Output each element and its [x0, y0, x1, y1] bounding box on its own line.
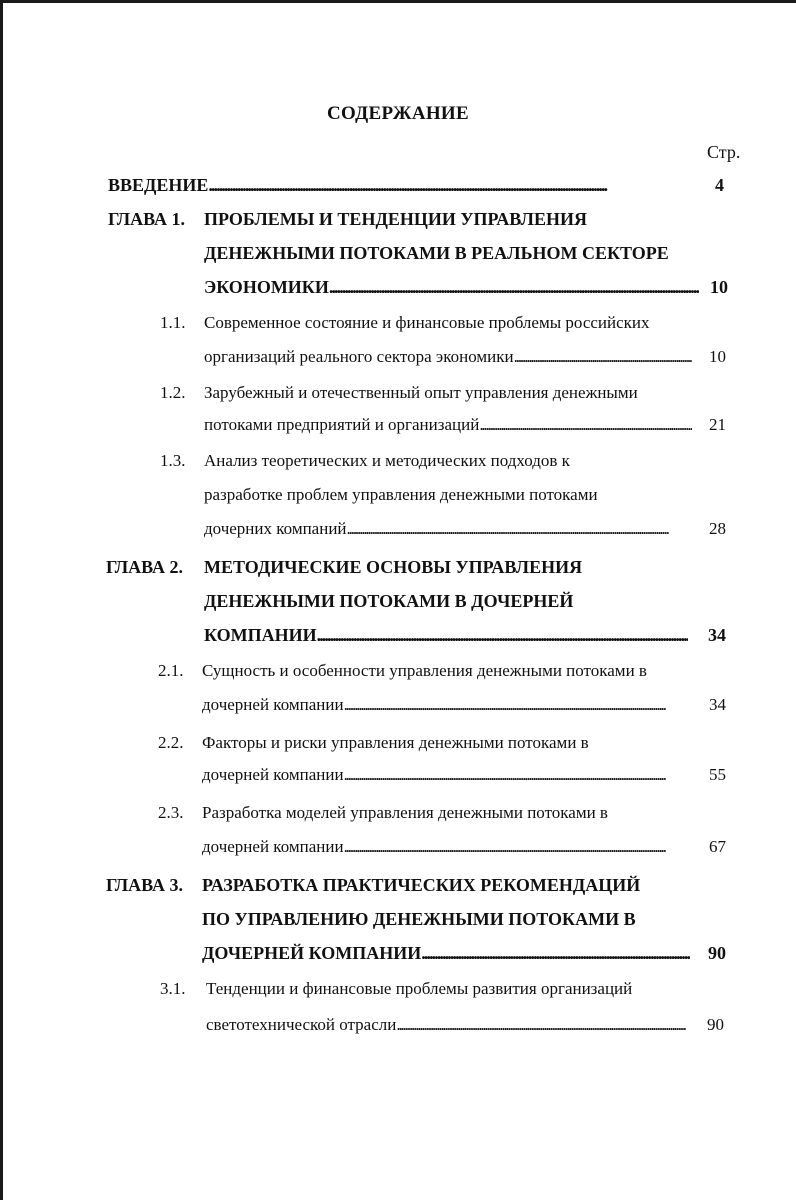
- chapter-title-line[interactable]: ПРОБЛЕМЫ И ТЕНДЕНЦИИ УПРАВЛЕНИЯ: [204, 209, 587, 229]
- section-title-text: организаций реального сектора экономики: [204, 347, 514, 366]
- section-title-text: дочерней компании: [202, 837, 344, 856]
- leader-dots: [344, 762, 690, 788]
- toc-page-number: 90: [707, 1015, 724, 1034]
- chapter-title-line[interactable]: [204, 622, 688, 648]
- chapter-title-line[interactable]: [204, 274, 699, 300]
- toc-page-number: 28: [709, 519, 726, 538]
- section-number: 1.1.: [160, 313, 186, 332]
- section-title-text: светотехнической отрасли: [206, 1015, 397, 1034]
- section-title-text: дочерней компании: [202, 765, 344, 784]
- toc-page-number: 10: [709, 347, 726, 366]
- chapter-title-text: КОМПАНИИ: [204, 625, 317, 645]
- leader-dots: [421, 940, 690, 966]
- section-title-line[interactable]: [204, 344, 692, 370]
- toc-page-number: 4: [715, 175, 724, 195]
- toc-page-number: 55: [709, 765, 726, 784]
- leader-dots: [479, 412, 692, 438]
- chapter-title-line[interactable]: МЕТОДИЧЕСКИЕ ОСНОВЫ УПРАВЛЕНИЯ: [204, 557, 583, 577]
- page-edge-top: [0, 0, 796, 3]
- page-title: СОДЕРЖАНИЕ: [327, 103, 469, 124]
- chapter-title-line[interactable]: РАЗРАБОТКА ПРАКТИЧЕСКИХ РЕКОМЕНДАЦИЙ: [202, 875, 641, 895]
- toc-entry-intro[interactable]: [108, 172, 688, 198]
- leader-dots: [344, 834, 692, 860]
- chapter-title-line[interactable]: ПО УПРАВЛЕНИЮ ДЕНЕЖНЫМИ ПОТОКАМИ В: [202, 909, 636, 929]
- section-title-line[interactable]: [204, 516, 692, 542]
- toc-page-number: 10: [710, 277, 728, 297]
- section-title-line[interactable]: [204, 412, 692, 438]
- page-edge-left: [0, 0, 3, 1200]
- section-title-line[interactable]: Факторы и риски управления денежными потоками в: [202, 733, 589, 752]
- section-number: 1.3.: [160, 451, 186, 470]
- chapter-title-line[interactable]: ДЕНЕЖНЫМИ ПОТОКАМИ В РЕАЛЬНОМ СЕКТОРЕ: [204, 243, 669, 263]
- section-number: 2.3.: [158, 803, 184, 822]
- section-title-line[interactable]: Зарубежный и отечественный опыт управления денежными: [204, 383, 638, 402]
- section-title-text: потоками предприятий и организаций: [204, 415, 480, 434]
- leader-dots: [329, 274, 699, 300]
- chapter-number: ГЛАВА 3.: [106, 875, 184, 895]
- section-title-line[interactable]: [206, 1012, 686, 1038]
- section-title-line[interactable]: [202, 692, 690, 718]
- leader-dots: [514, 344, 692, 370]
- section-number: 2.2.: [158, 733, 184, 752]
- section-title-text: дочерних компаний: [204, 519, 347, 538]
- leader-dots: [396, 1012, 686, 1038]
- section-number: 1.2.: [160, 383, 186, 402]
- leader-dots: [208, 172, 688, 198]
- chapter-title-line[interactable]: ДЕНЕЖНЫМИ ПОТОКАМИ В ДОЧЕРНЕЙ: [204, 591, 574, 611]
- section-title-line[interactable]: Разработка моделей управления денежными потоками в: [202, 803, 608, 822]
- section-title-line[interactable]: [202, 834, 692, 860]
- section-title-text: дочерней компании: [202, 695, 344, 714]
- chapter-number: ГЛАВА 2.: [106, 557, 184, 577]
- toc-page-number: 21: [709, 415, 726, 434]
- leader-dots: [317, 622, 688, 648]
- leader-dots: [344, 692, 690, 718]
- chapter-title-line[interactable]: [202, 940, 690, 966]
- section-title-line[interactable]: Современное состояние и финансовые проблемы российских: [204, 313, 650, 332]
- section-title-line[interactable]: разработке проблем управления денежными потоками: [204, 485, 598, 504]
- page-column-label: Стр.: [707, 142, 741, 162]
- chapter-title-text: ДОЧЕРНЕЙ КОМПАНИИ: [202, 943, 422, 963]
- chapter-title-text: ЭКОНОМИКИ: [204, 277, 329, 297]
- toc-page-number: 67: [709, 837, 726, 856]
- section-number: 2.1.: [158, 661, 184, 680]
- section-title-line[interactable]: Тенденции и финансовые проблемы развития организаций: [206, 979, 633, 998]
- toc-page-number: 34: [708, 625, 726, 645]
- leader-dots: [347, 516, 692, 542]
- section-title-line[interactable]: Анализ теоретических и методических подходов к: [204, 451, 570, 470]
- section-title-line[interactable]: Сущность и особенности управления денежными потоками в: [202, 661, 647, 680]
- toc-entry-label: ВВЕДЕНИЕ: [108, 175, 209, 195]
- chapter-number: ГЛАВА 1.: [108, 209, 186, 229]
- section-title-line[interactable]: [202, 762, 690, 788]
- toc-page-number: 90: [708, 943, 726, 963]
- section-number: 3.1.: [160, 979, 186, 998]
- toc-page-number: 34: [709, 695, 726, 714]
